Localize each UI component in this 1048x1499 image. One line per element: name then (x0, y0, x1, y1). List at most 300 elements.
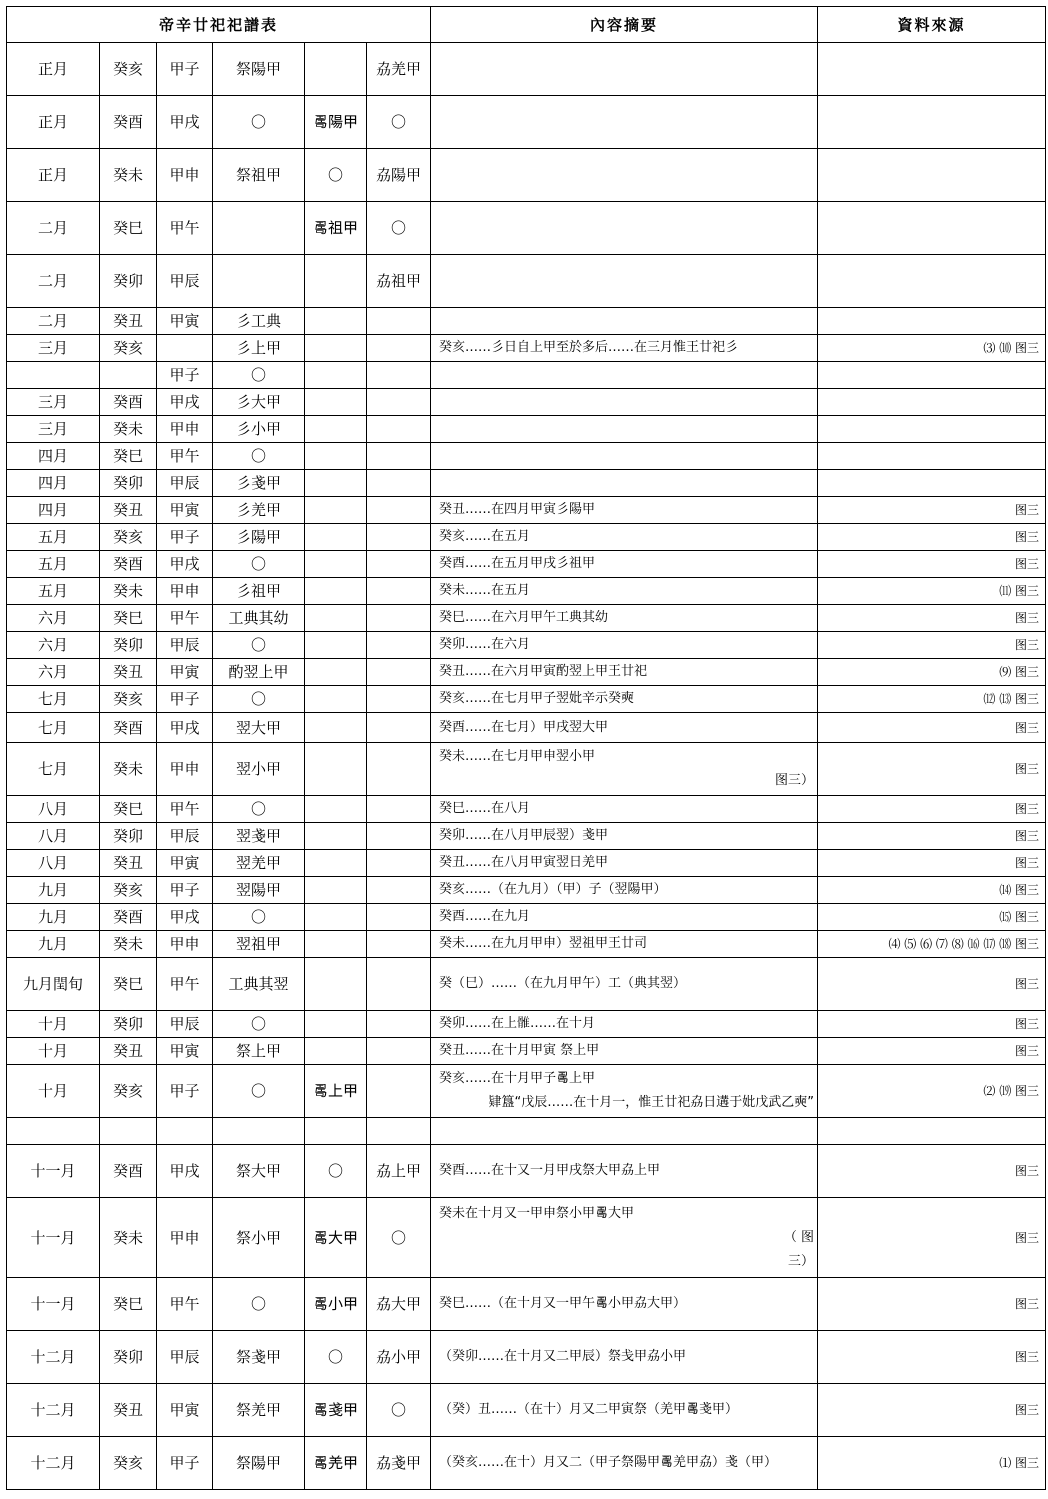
rite-1-cell: 祭小甲 (213, 1198, 305, 1278)
summary-cell (431, 1011, 818, 1038)
source-cell (818, 308, 1046, 335)
month-cell: 七月 (7, 743, 100, 796)
source-cell: 图三 (818, 1278, 1046, 1331)
rite-1-cell: 翌小甲 (213, 743, 305, 796)
source-cell (818, 43, 1046, 96)
gui-day-cell: 癸巳 (100, 958, 157, 1011)
rite-2-cell (305, 686, 367, 713)
rite-3-cell (367, 308, 431, 335)
month-cell (7, 362, 100, 389)
rite-3-cell: 〇 (367, 96, 431, 149)
rite-1-cell: 彡陽甲 (213, 524, 305, 551)
rite-3-cell (367, 877, 431, 904)
month-cell: 八月 (7, 796, 100, 823)
jia-day-cell: 甲子 (157, 1065, 213, 1118)
jia-day-cell: 甲申 (157, 416, 213, 443)
rite-2-cell (305, 389, 367, 416)
summary-cell (431, 1384, 818, 1437)
rite-2-cell (305, 796, 367, 823)
gui-day-cell: 癸亥 (100, 335, 157, 362)
jia-day-cell: 甲申 (157, 1198, 213, 1278)
gui-day-cell: 癸巳 (100, 796, 157, 823)
month-cell: 九月閏旬 (7, 958, 100, 1011)
summary-cell (431, 958, 818, 1011)
rite-3-cell: 劦祖甲 (367, 255, 431, 308)
jia-day-cell: 甲午 (157, 605, 213, 632)
rite-3-cell (367, 659, 431, 686)
summary-line: （ 图 (783, 1229, 815, 1245)
rite-3-cell (367, 362, 431, 389)
table-row (7, 96, 1046, 149)
gui-day-cell: 癸未 (100, 149, 157, 202)
jia-day-cell: 甲午 (157, 202, 213, 255)
gui-day-cell: 癸未 (100, 416, 157, 443)
source-cell: 图三 (818, 1384, 1046, 1437)
source-cell: ⑵ ⒆ 图三 (818, 1065, 1046, 1118)
rite-3-cell (367, 958, 431, 1011)
source-cell: 图三 (818, 1198, 1046, 1278)
month-cell: 十一月 (7, 1145, 100, 1198)
gui-day-cell: 癸卯 (100, 1011, 157, 1038)
source-cell (818, 1118, 1046, 1145)
source-cell (818, 202, 1046, 255)
table-row (7, 1198, 1046, 1278)
rite-3-cell (367, 389, 431, 416)
gui-day-cell: 癸未 (100, 743, 157, 796)
summary-line: 癸未在十月又一甲申祭小甲𠷎大甲 (439, 1205, 635, 1221)
rite-1-cell: 彡羌甲 (213, 497, 305, 524)
jia-day-cell: 甲寅 (157, 308, 213, 335)
rite-3-cell (367, 335, 431, 362)
gui-day-cell: 癸巳 (100, 443, 157, 470)
summary-line: 癸巳……在六月甲午工典其幼 (439, 610, 609, 625)
rite-1-cell: 工典其翌 (213, 958, 305, 1011)
gui-day-cell: 癸卯 (100, 1331, 157, 1384)
month-cell: 十二月 (7, 1331, 100, 1384)
month-cell: 五月 (7, 524, 100, 551)
rite-3-cell (367, 743, 431, 796)
gui-day-cell: 癸丑 (100, 850, 157, 877)
summary-cell (431, 796, 818, 823)
summary-cell (431, 1437, 818, 1490)
table-row (7, 202, 1046, 255)
jia-day-cell: 甲子 (157, 1437, 213, 1490)
rite-1-cell: 〇 (213, 904, 305, 931)
rite-3-cell (367, 1118, 431, 1145)
summary-cell (431, 524, 818, 551)
summary-line: 癸丑……在六月甲寅酌翌上甲王廿祀 (439, 664, 648, 679)
rite-1-cell: 祭陽甲 (213, 43, 305, 96)
summary-line: 图三） (775, 773, 815, 788)
gui-day-cell: 癸巳 (100, 605, 157, 632)
source-cell: 图三 (818, 796, 1046, 823)
rite-3-cell (367, 686, 431, 713)
summary-cell (431, 551, 818, 578)
rite-1-cell: 〇 (213, 1278, 305, 1331)
rite-2-cell (305, 659, 367, 686)
rite-1-cell: 彡戔甲 (213, 470, 305, 497)
summary-cell (431, 931, 818, 958)
month-cell: 四月 (7, 443, 100, 470)
gui-day-cell: 癸亥 (100, 524, 157, 551)
gui-day-cell: 癸亥 (100, 43, 157, 96)
month-cell: 五月 (7, 578, 100, 605)
summary-line: 癸亥……在十月甲子𠷎上甲 (439, 1071, 596, 1086)
table-row (7, 686, 1046, 713)
rite-2-cell (305, 416, 367, 443)
summary-cell (431, 335, 818, 362)
jia-day-cell: 甲戌 (157, 1145, 213, 1198)
source-cell: ⑾ 图三 (818, 578, 1046, 605)
rite-3-cell (367, 416, 431, 443)
gui-day-cell: 癸卯 (100, 255, 157, 308)
rite-2-cell (305, 524, 367, 551)
month-cell: 七月 (7, 686, 100, 713)
rite-2-cell (305, 605, 367, 632)
rite-1-cell: 〇 (213, 443, 305, 470)
rite-1-cell (213, 202, 305, 255)
month-cell: 十月 (7, 1038, 100, 1065)
source-cell: 图三 (818, 632, 1046, 659)
jia-day-cell: 甲午 (157, 443, 213, 470)
gui-day-cell: 癸未 (100, 578, 157, 605)
month-cell: 九月 (7, 877, 100, 904)
summary-line: 癸未……在五月 (439, 583, 531, 598)
summary-line: 癸卯……在八月甲辰翌）戔甲 (439, 828, 609, 843)
month-cell: 正月 (7, 43, 100, 96)
table-row (7, 743, 1046, 796)
summary-cell (431, 443, 818, 470)
source-cell: 图三 (818, 850, 1046, 877)
table-row (7, 416, 1046, 443)
source-cell: ⑿ ⒀ 图三 (818, 686, 1046, 713)
table-row (7, 1331, 1046, 1384)
rite-2-cell (305, 958, 367, 1011)
rite-1-cell: 祭陽甲 (213, 1437, 305, 1490)
gui-day-cell (100, 362, 157, 389)
rite-3-cell: 〇 (367, 1198, 431, 1278)
table-row (7, 850, 1046, 877)
table-row (7, 1437, 1046, 1490)
rite-1-cell: 〇 (213, 96, 305, 149)
table-row (7, 1065, 1046, 1118)
month-cell: 十一月 (7, 1278, 100, 1331)
rite-3-cell (367, 605, 431, 632)
source-cell: 图三 (818, 497, 1046, 524)
gui-day-cell: 癸亥 (100, 877, 157, 904)
summary-cell (431, 578, 818, 605)
source-cell: ⑴ 图三 (818, 1437, 1046, 1490)
month-cell: 二月 (7, 255, 100, 308)
summary-cell (431, 255, 818, 308)
rite-1-cell: 〇 (213, 1011, 305, 1038)
source-cell (818, 255, 1046, 308)
table-row (7, 497, 1046, 524)
rite-1-cell: 祭大甲 (213, 1145, 305, 1198)
rite-2-cell: 𠷎羌甲 (305, 1437, 367, 1490)
month-cell: 九月 (7, 931, 100, 958)
table-row (7, 149, 1046, 202)
table-row (7, 877, 1046, 904)
summary-line: 癸酉……在十又一月甲戌祭大甲劦上甲 (439, 1163, 661, 1178)
source-cell: ⑼ 图三 (818, 659, 1046, 686)
rite-2-cell (305, 850, 367, 877)
jia-day-cell: 甲午 (157, 958, 213, 1011)
jia-day-cell: 甲寅 (157, 1384, 213, 1437)
summary-cell (431, 659, 818, 686)
gui-day-cell: 癸卯 (100, 470, 157, 497)
summary-cell (431, 904, 818, 931)
rite-2-cell (305, 255, 367, 308)
rite-1-cell: 祭上甲 (213, 1038, 305, 1065)
source-header: 資料來源 (818, 7, 1046, 43)
rite-3-cell: 〇 (367, 202, 431, 255)
rite-2-cell (305, 308, 367, 335)
gui-day-cell: 癸丑 (100, 1038, 157, 1065)
month-cell: 六月 (7, 659, 100, 686)
table-row (7, 1038, 1046, 1065)
rite-2-cell (305, 1038, 367, 1065)
source-cell: 图三 (818, 1331, 1046, 1384)
jia-day-cell: 甲申 (157, 931, 213, 958)
rite-2-cell: 𠷎大甲 (305, 1198, 367, 1278)
gui-day-cell: 癸酉 (100, 551, 157, 578)
rite-2-cell (305, 335, 367, 362)
source-cell: 图三 (818, 1038, 1046, 1065)
rite-1-cell: 〇 (213, 796, 305, 823)
summary-cell (431, 823, 818, 850)
table-row (7, 524, 1046, 551)
gui-day-cell: 癸卯 (100, 632, 157, 659)
month-cell (7, 1118, 100, 1145)
month-cell: 五月 (7, 551, 100, 578)
rite-3-cell: 劦羌甲 (367, 43, 431, 96)
summary-line: 癸酉……在七月）甲戌翌大甲 (439, 719, 609, 735)
summary-cell (431, 202, 818, 255)
summary-cell (431, 389, 818, 416)
rite-1-cell: 彡工典 (213, 308, 305, 335)
source-cell: ⑶ ⑽ 图三 (818, 335, 1046, 362)
summary-cell (431, 96, 818, 149)
source-cell: ⒂ 图三 (818, 904, 1046, 931)
rite-1-cell: 〇 (213, 362, 305, 389)
rite-1-cell: 翌祖甲 (213, 931, 305, 958)
jia-day-cell (157, 1118, 213, 1145)
table-row (7, 931, 1046, 958)
summary-cell (431, 416, 818, 443)
summary-line: 癸亥……（在九月）（甲）子（翌陽甲） (439, 882, 667, 897)
rite-3-cell: 〇 (367, 1384, 431, 1437)
rite-3-cell (367, 1011, 431, 1038)
summary-cell (431, 850, 818, 877)
summary-cell (431, 743, 818, 796)
schedule-header: 帝辛廿祀祀譜表 (7, 7, 431, 43)
schedule-body (7, 43, 1046, 1490)
table-row (7, 958, 1046, 1011)
rite-3-cell (367, 443, 431, 470)
gui-day-cell: 癸亥 (100, 1437, 157, 1490)
table-row (7, 1384, 1046, 1437)
rite-2-cell (305, 470, 367, 497)
table-row (7, 904, 1046, 931)
gui-day-cell: 癸巳 (100, 1278, 157, 1331)
month-cell: 四月 (7, 470, 100, 497)
summary-line: 癸（巳）……（在九月甲午）工（典其翌） (439, 976, 687, 991)
summary-cell (431, 686, 818, 713)
summary-line: 肄簋“戊辰……在十月一，惟王廿祀劦日遘于妣戊武乙奭” (488, 1095, 815, 1110)
table-row (7, 659, 1046, 686)
month-cell: 十二月 (7, 1384, 100, 1437)
table-row (7, 551, 1046, 578)
gui-day-cell: 癸丑 (100, 659, 157, 686)
rite-1-cell: 〇 (213, 632, 305, 659)
month-cell: 二月 (7, 202, 100, 255)
rite-2-cell (305, 877, 367, 904)
jia-day-cell: 甲戌 (157, 904, 213, 931)
jia-day-cell: 甲辰 (157, 255, 213, 308)
jia-day-cell: 甲戌 (157, 551, 213, 578)
rite-3-cell (367, 713, 431, 743)
summary-line: 癸酉……在五月甲戌彡祖甲 (439, 556, 596, 571)
rite-1-cell: 翌戔甲 (213, 823, 305, 850)
rite-1-cell: 酌翌上甲 (213, 659, 305, 686)
jia-day-cell: 甲子 (157, 43, 213, 96)
rite-2-cell: 〇 (305, 149, 367, 202)
jia-day-cell: 甲寅 (157, 659, 213, 686)
source-cell: 图三 (818, 823, 1046, 850)
summary-cell (431, 1331, 818, 1384)
source-cell (818, 389, 1046, 416)
gui-day-cell: 癸酉 (100, 1145, 157, 1198)
gui-day-cell: 癸酉 (100, 713, 157, 743)
summary-cell (431, 632, 818, 659)
summary-line: （癸亥……在十）月又二（甲子祭陽甲𠷎羌甲劦）戔（甲） (439, 1455, 778, 1470)
month-cell: 四月 (7, 497, 100, 524)
month-cell: 三月 (7, 335, 100, 362)
rite-2-cell (305, 43, 367, 96)
summary-line: 癸卯……在上𩀜……在十月 (439, 1016, 596, 1031)
rite-3-cell (367, 524, 431, 551)
rite-1-cell: 彡小甲 (213, 416, 305, 443)
source-cell (818, 96, 1046, 149)
table-row (7, 605, 1046, 632)
rite-3-cell (367, 470, 431, 497)
month-cell: 正月 (7, 96, 100, 149)
summary-line: 癸酉……在九月 (439, 909, 531, 924)
summary-line: 癸亥……在七月甲子翌妣辛示癸奭 (439, 691, 635, 706)
table-row (7, 632, 1046, 659)
header-row (7, 7, 1046, 43)
gui-day-cell: 癸丑 (100, 497, 157, 524)
table-row (7, 823, 1046, 850)
rite-3-cell (367, 904, 431, 931)
month-cell: 十月 (7, 1065, 100, 1118)
rite-1-cell (213, 1118, 305, 1145)
summary-line: （癸卯……在十月又二甲辰）祭戋甲劦小甲 (439, 1349, 687, 1364)
rite-1-cell (213, 255, 305, 308)
rite-1-cell: 翌大甲 (213, 713, 305, 743)
summary-line: 癸亥……在五月 (439, 529, 531, 544)
summary-cell (431, 1065, 818, 1118)
rite-1-cell: 翌陽甲 (213, 877, 305, 904)
jia-day-cell: 甲辰 (157, 470, 213, 497)
jia-day-cell: 甲辰 (157, 1011, 213, 1038)
jia-day-cell: 甲午 (157, 1278, 213, 1331)
rite-2-cell (305, 713, 367, 743)
source-cell (818, 416, 1046, 443)
jia-day-cell: 甲子 (157, 686, 213, 713)
table-row (7, 470, 1046, 497)
rite-1-cell: 〇 (213, 1065, 305, 1118)
month-cell: 九月 (7, 904, 100, 931)
jia-day-cell: 甲寅 (157, 497, 213, 524)
rite-1-cell: 祭祖甲 (213, 149, 305, 202)
rite-3-cell: 劦戔甲 (367, 1437, 431, 1490)
source-cell: 图三 (818, 958, 1046, 1011)
month-cell: 六月 (7, 605, 100, 632)
summary-header: 內容摘要 (431, 7, 818, 43)
jia-day-cell: 甲申 (157, 578, 213, 605)
summary-cell (431, 1198, 818, 1278)
table-row (7, 1278, 1046, 1331)
rite-1-cell: 翌羌甲 (213, 850, 305, 877)
summary-cell (431, 470, 818, 497)
table-row (7, 389, 1046, 416)
rite-1-cell: 〇 (213, 686, 305, 713)
source-cell (818, 443, 1046, 470)
table-row (7, 1145, 1046, 1198)
rite-1-cell: 祭羌甲 (213, 1384, 305, 1437)
gui-day-cell: 癸未 (100, 931, 157, 958)
jia-day-cell (157, 335, 213, 362)
rite-2-cell (305, 578, 367, 605)
rite-3-cell: 劦大甲 (367, 1278, 431, 1331)
gui-day-cell: 癸丑 (100, 308, 157, 335)
rite-1-cell: 工典其幼 (213, 605, 305, 632)
table-row (7, 578, 1046, 605)
jia-day-cell: 甲戌 (157, 389, 213, 416)
rite-2-cell (305, 632, 367, 659)
source-cell: 图三 (818, 524, 1046, 551)
table-row (7, 255, 1046, 308)
jia-day-cell: 甲辰 (157, 823, 213, 850)
table-row (7, 713, 1046, 743)
summary-cell (431, 1278, 818, 1331)
jia-day-cell: 甲戌 (157, 713, 213, 743)
month-cell: 二月 (7, 308, 100, 335)
month-cell: 八月 (7, 823, 100, 850)
month-cell: 六月 (7, 632, 100, 659)
rite-3-cell (367, 1038, 431, 1065)
summary-cell (431, 308, 818, 335)
month-cell: 三月 (7, 389, 100, 416)
source-cell: 图三 (818, 743, 1046, 796)
jia-day-cell: 甲申 (157, 743, 213, 796)
sacrifice-schedule-table (6, 6, 1046, 1490)
source-cell (818, 149, 1046, 202)
rite-1-cell: 彡上甲 (213, 335, 305, 362)
rite-1-cell: 祭戔甲 (213, 1331, 305, 1384)
rite-1-cell: 〇 (213, 551, 305, 578)
summary-line: 癸巳……（在十月又一甲午𠷎小甲劦大甲） (439, 1296, 687, 1311)
rite-3-cell (367, 632, 431, 659)
rite-2-cell (305, 1011, 367, 1038)
summary-line: 癸未……在九月甲申）翌祖甲王廿司 (439, 936, 648, 951)
jia-day-cell: 甲子 (157, 524, 213, 551)
month-cell: 十一月 (7, 1198, 100, 1278)
table-row (7, 443, 1046, 470)
summary-cell (431, 1118, 818, 1145)
